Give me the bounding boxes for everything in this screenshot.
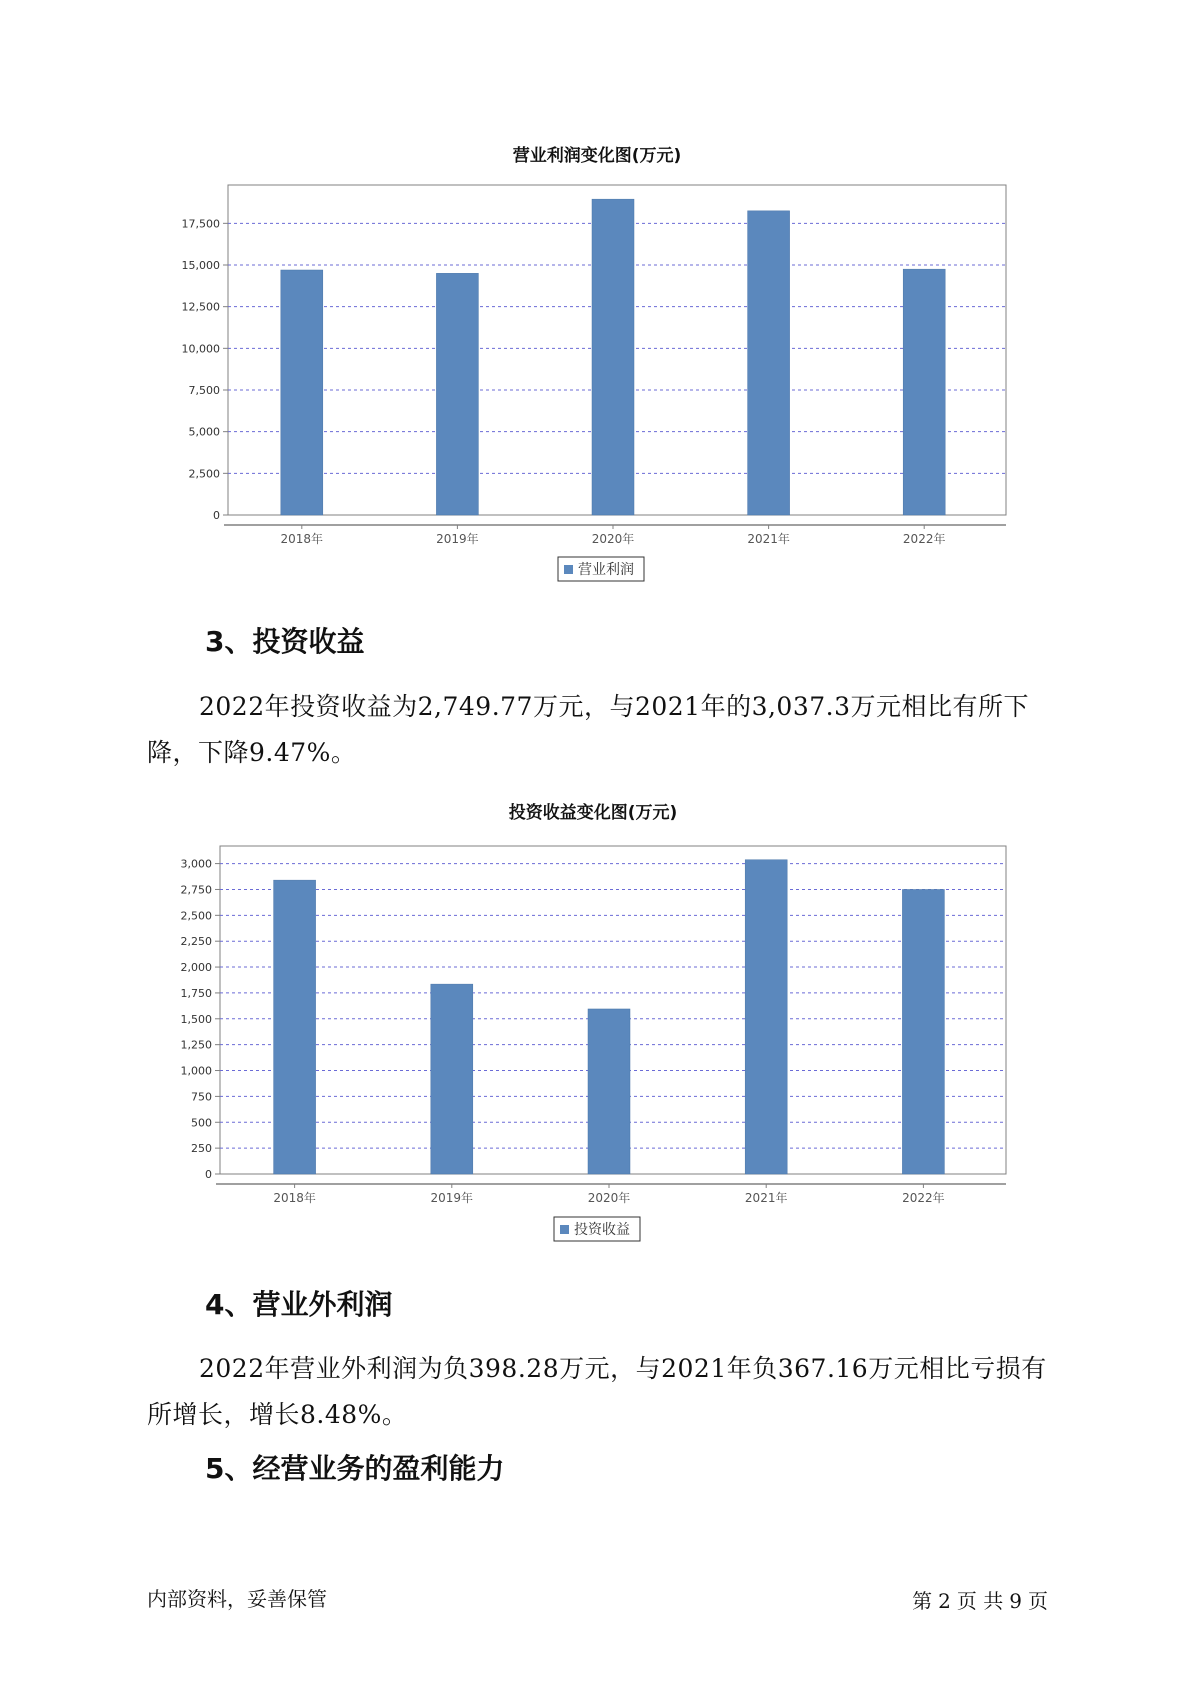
y-tick-label: 1,000 xyxy=(180,1064,212,1078)
legend-swatch xyxy=(564,565,573,574)
x-tick-label: 2020年 xyxy=(587,1191,631,1205)
y-tick-label: 12,500 xyxy=(181,300,220,314)
y-tick-label: 2,750 xyxy=(180,883,212,897)
page-total: 9 xyxy=(1009,1589,1022,1613)
profitability-heading: 5、经营业务的盈利能力 xyxy=(205,1452,505,1485)
x-tick-label: 2019年 xyxy=(436,532,479,546)
y-tick-label: 10,000 xyxy=(181,342,220,356)
non-operating-profit-paragraph: 2022年营业外利润为负398.28万元，与2021年负367.16万元相比亏损有所增长，增长8.48%。 xyxy=(147,1354,1047,1429)
x-tick-label: 2022年 xyxy=(902,532,946,546)
y-tick-label: 1,250 xyxy=(180,1038,212,1052)
page-number: 2 xyxy=(938,1589,951,1613)
y-tick-label: 17,500 xyxy=(181,217,220,231)
bar-2019年 xyxy=(431,984,473,1174)
x-tick-label: 2021年 xyxy=(744,1191,788,1205)
y-tick-label: 5,000 xyxy=(188,425,220,439)
y-tick-label: 2,500 xyxy=(188,467,220,481)
investment-income-chart xyxy=(0,798,1191,1258)
bar-2018年 xyxy=(274,880,316,1174)
y-tick-label: 2,500 xyxy=(180,909,212,923)
chart-title: 投资收益变化图(万元) xyxy=(508,803,678,823)
chart-legend xyxy=(558,557,644,581)
investment-income-heading: 3、投资收益 xyxy=(205,625,365,658)
x-tick-label: 2022年 xyxy=(902,1191,945,1205)
y-tick-label: 2,250 xyxy=(180,935,212,949)
y-tick-label: 15,000 xyxy=(181,259,220,272)
y-tick-label: 7,500 xyxy=(188,384,220,397)
investment-income-chart-svg xyxy=(0,798,1191,1258)
chart-title: 营业利润变化图(万元) xyxy=(512,146,682,166)
chart-legend xyxy=(554,1217,640,1241)
y-tick-label: 1,500 xyxy=(180,1012,212,1026)
y-tick-label: 0 xyxy=(205,1168,212,1181)
page-prefix: 第 xyxy=(912,1589,933,1613)
bar-2022年 xyxy=(902,889,944,1174)
footer-confidential-note: 内部资料，妥善保管 xyxy=(147,1587,327,1611)
page-mid: 页 共 xyxy=(956,1589,1004,1613)
page-suffix: 页 xyxy=(1028,1589,1048,1613)
operating-profit-chart xyxy=(0,135,1191,595)
x-tick-label: 2021年 xyxy=(747,532,790,546)
bar-2018年 xyxy=(281,270,323,515)
investment-income-paragraph: 2022年投资收益为2,749.77万元，与2021年的3,037.3万元相比有所下降，下降9.47%。 xyxy=(147,692,1029,767)
bar-2020年 xyxy=(592,199,634,515)
non-operating-profit-heading: 4、营业外利润 xyxy=(205,1288,393,1321)
bar-2019年 xyxy=(436,273,478,515)
x-tick-label: 2020年 xyxy=(591,532,635,546)
legend-swatch xyxy=(560,1225,569,1234)
y-tick-label: 2,000 xyxy=(180,961,212,975)
x-tick-label: 2018年 xyxy=(273,1191,316,1205)
x-tick-label: 2019年 xyxy=(430,1191,474,1205)
bar-2022年 xyxy=(903,269,945,515)
bar-2021年 xyxy=(748,211,790,515)
x-tick-label: 2018年 xyxy=(280,532,324,546)
legend-label: 营业利润 xyxy=(578,562,634,578)
y-tick-label: 250 xyxy=(191,1142,212,1156)
bar-2021年 xyxy=(745,860,787,1174)
y-tick-label: 1,750 xyxy=(180,986,212,1000)
footer-page-indicator xyxy=(912,1588,1054,1614)
legend-label: 投资收益 xyxy=(574,1222,630,1238)
operating-profit-chart-svg xyxy=(0,135,1191,595)
y-tick-label: 0 xyxy=(213,509,220,522)
y-tick-label: 3,000 xyxy=(180,857,212,871)
y-tick-label: 500 xyxy=(191,1116,212,1130)
y-tick-label: 750 xyxy=(191,1090,212,1104)
bar-2020年 xyxy=(588,1009,630,1174)
